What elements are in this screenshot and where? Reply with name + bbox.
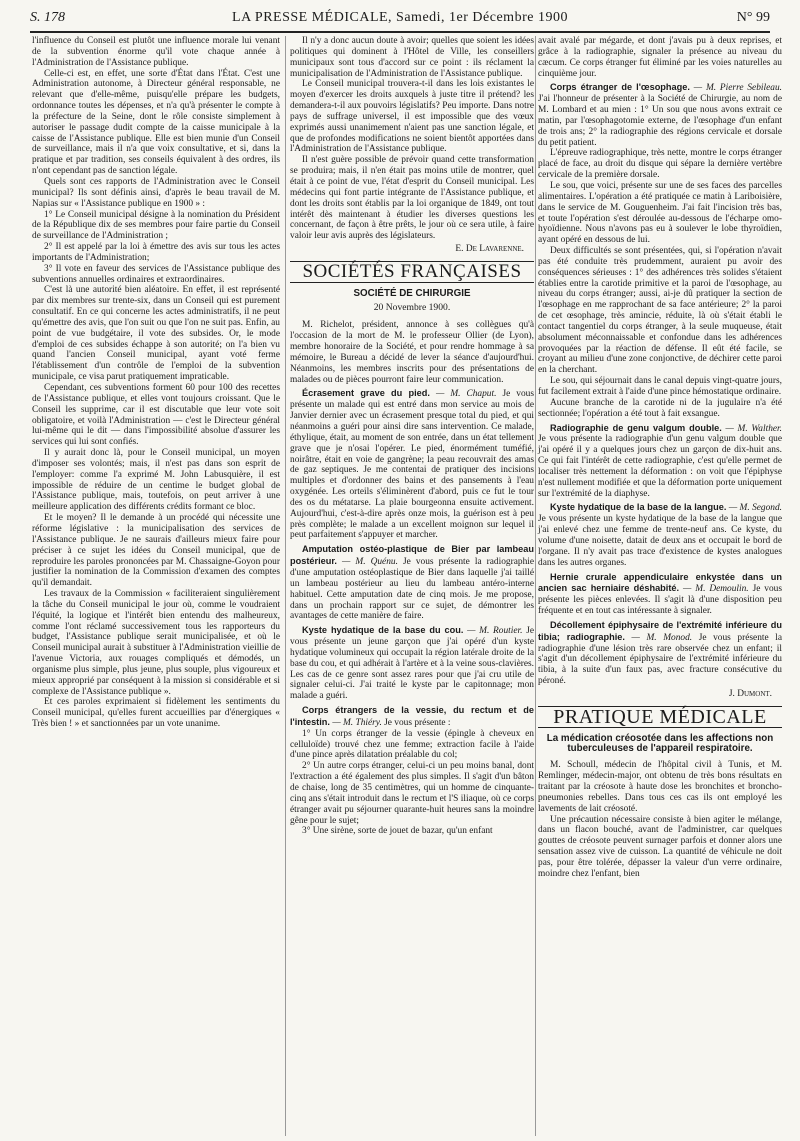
column-2 [290,36,534,837]
paragraph: Une précaution nécessaire consiste à bien agiter le mélange, dans un flacon bouché, avant de l'administrer, car quelques gouttes de créosote peuvent surnager parfois et donner alors une sensation assez vive de cuisson. La quantité de véhicule ne doit pas, pour être tolérée, dépasser la valeur d'un verre ordinaire, moindre chez l'enfant, bien [538,814,782,879]
column-divider [535,36,536,1136]
paragraph: C'est là une autorité bien aléatoire. En effet, il est représenté par dix membres sur trente-six, dans un Conseil qui est purement consultatif. En ce qui concerne les actes administratifs, il ne peut qu'émettre des avis, que l'on suit ou que l'on ne suit pas. Enfin, au point de vue budgétaire, il vote des subsides. Or, le mode d'emploi de ces subsides échappe à son autorité; on l'a bien vu quand l'ancien Conseil municipal, ayant voté ferme l'établissement d'un contrôle de l'emploi de la subvention municipale, ce visa parut pratiquement impraticable. [32,285,280,383]
enumeration [290,729,534,837]
paragraph: 2° Il est appelé par la loi à émettre des avis sur tous les actes importants de l'Administration; [32,242,280,263]
paragraph: Quels sont ces rapports de l'Administration avec le Conseil municipal? Ils sont définis ainsi, d'après le beau travail de M. Napias sur « l'Assistance publique en 1900 » : [32,176,280,209]
list-item: 3° Une sirène, sorte de jouet de bazar, qu'un enfant [302,826,493,837]
paragraph: 3° Il vote en faveur des services de l'Assistance publique des subventions annuelles ordinaires et extraordinaires. [32,263,280,285]
section-title: PRATIQUE MÉDICALE [538,706,782,728]
communication: Radiographie de genu valgum double. — M. Walther. Je vous présente la radiographie d'un genu valgum double que j'ai opéré il y a quelques jours chez un garçon de dix-huit ans. Ce qui fait l'intérêt de cette radiographie, c'est qu'elle permet de localiser très nettement la déformation : on voit que l'épiphyse n'est nullement modifiée et que la déformation porte uniquement sur l'extrémité de la diaphyse. [538,422,782,499]
communication: Kyste hydatique de la base du cou. — M. Routier. Je vous présente un jeune garçon que j'ai opéré d'un kyste hydatique volumineux qui occupait la région latérale droite de la base du cou, et qui adhérait à l'artère et à la veine sous-clavières. Les cas de ce genre sont assez rares pour que j'ai cru utile de signaler celui-ci. J'ai traité le kyste par le capitonnage; mon malade a guéri. [290,625,534,702]
paragraph: 1° Le Conseil municipal désigne à la nomination du Président de la République dix de ses membres pour faire partie du Conseil de surveillance de l'Administration ; [32,209,280,242]
journal-title: LA PRESSE MÉDICALE, Samedi, 1er Décembre 1900 [232,10,568,25]
article-subtitle: La médication créosotée dans les affections non tuberculeuses de l'appareil respiratoire. [546,732,774,755]
paragraph: Et le moyen? Il le demande à un procédé qui nécessite une réforme législative : la municipalisation des services de l'Assistance publique. Je ne saurais d'ailleurs mieux faire pour préciser à ce sujet les idées du Conseil municipal, que de reproduire les paroles prononcées par M. Chassaigne-Goyon pour justifier la nomination de la Commission d'examen des comptes qu'il demandait. [32,513,280,589]
paragraph: avait avalé par mégarde, et dont j'avais pu à deux reprises, et grâce à la radiographie, signaler la présence au niveau du cæcum. Ce corps étranger fut éliminé par les voies naturelles au cinquième jour. [538,36,782,79]
column-divider [285,36,286,1136]
page-header [30,8,770,30]
communication: Écrasement grave du pied. — M. Chaput. Je vous présente un malade qui est entré dans mon service au mois de Janvier dernier avec un écrasement presque total du pied, et qui néanmoins a guéri pour ainsi dire sans intervention. Ce malade, éthylique, était, au moment de son entrée, dans un état tellement grave que je n'osai l'opérer. Le pied, énormément tuméfié, noirâtre, était en voie de gangrène; la peau recouvrait des amas de gaz septiques. Je me contentai de pratiquer des incisions multiples et d'ordonner des bains et des pansements à l'eau oxygénée. Les orteils s'éliminèrent d'abord, puis ce fut le tour des os du métatarse. La plaie bourgeonna ensuite activement. Aujourd'hui, c'est-à-dire après onze mois, la guérison est à peu près complète; le malade a un excellent moignon sur lequel il peut parfaitement s'appuyer et marcher. [290,388,534,541]
header-rule [30,31,770,33]
paragraph: Il y aurait donc là, pour le Conseil municipal, un moyen d'imposer ses volontés; mais, il n'est pas dans son esprit de l'employer: comme l'a exprimé M. John Labusquière, il est impossible de réduire de un centime le budget global de l'Assistance publique, mais, toutefois, on peut arriver à une meilleure application des différents crédits formant ce bloc. [32,448,280,513]
section-title: SOCIÉTÉS FRANÇAISES [290,261,534,283]
paragraph: Aucune branche de la carotide ni de la jugulaire n'a été sectionnée; l'opération a été tout à fait exsangue. [538,397,782,419]
list-item: 1° Un corps étranger de la vessie (épingle à cheveux en celluloïde) trouvé chez une femme; extraction facile à l'aide d'une pince après dilatation préalable du col; [290,728,534,761]
issue-number: N° 99 [736,10,770,25]
author-signature: J. Dumont. [728,688,772,699]
communication: Corps étranger de l'œsophage. — M. Pierre Sebileau. J'ai l'honneur de présenter à la Société de Chirurgie, au nom de M. Lombard et au mien : 1° Un sou que nous avons extrait ce matin, par l'œsophagotomie externe, de l'œsophage d'un enfant de trois ans; 2° la radiographie des régions cervicale et dorsale du petit patient. [538,82,782,148]
communication: Hernie crurale appendiculaire enkystée dans un ancien sac herniaire déshabité. — M. Demoulin. Je vous présente les pièces enlevées. Il s'agit là d'une disposition peu fréquente et en tout cas intéressante à signaler. [538,571,783,617]
paragraph: Il n'y a donc aucun doute à avoir; quelles que soient les idées politiques qui dominent à l'Hôtel de Ville, les conseillers municipaux sont tous d'accord sur ce point : ils réclament la municipalisation de l'Administration de l'Assistance publique. [290,36,534,79]
paragraph: M. Schoull, médecin de l'hôpital civil à Tunis, et M. Remlinger, médecin-major, ont obtenu de très bons résultats en traitant par la créosote à haute dose les bronchites et broncho-pneumonies rebelles. Dans tous ces cas ils ont employé les lavements de lait créosoté. [538,760,782,814]
column-1 [32,36,280,730]
paragraph: Le Conseil municipal trouvera-t-il dans les lois existantes le moyen d'exercer les droits auxquels à juste titre il prétend? les demandera-t-il aux pouvoirs législatifs? Peu importe. Dans notre pays de suffrage universel, il est impossible que des vœux exprimés aussi unanimement n'aient pas une sanction légale, et que de profondes modifications ne soient bientôt apportées dans l'Administration de l'Assistance publique. [290,79,534,155]
communication: Décollement épiphysaire de l'extrémité inférieure du tibia; radiographie. — M. Monod. Je vous présente la radiographie d'une lésion très rare observée chez un enfant; il s'agit d'un décollement épiphysaire de l'extrémité inférieure du tibia, à la suite d'un faux pas, avec fracture consécutive du péroné. [538,619,783,687]
paragraph: Deux difficultés se sont présentées, qui, si l'opération n'avait pas été conduite très prudemment, auraient pu avoir des conséquences sérieuses : 1° des adhérences très solides s'étaient établies entre la carotide primitive et la paroi de l'œsophage, au niveau du corps étranger; aussi, ai-je dû pratiquer la section de l'œsophage en me rapprochant de sa face antérieure; 2° la paroi de cet œsophage, très amincie, réduite, là où s'était établi le contact tangentiel du corps étranger, à la seule muqueuse, était absolument méconnaissable et confondue dans les adhérences provoquées par la réaction de défense. Il eût été facile, se croyant au milieu d'une zone conjonctive, de déchirer cette paroi en la cherchant. [538,246,782,376]
paragraph: L'épreuve radiographique, très nette, montre le corps étranger placé de face, au droit du disque qui sépare la dernière vertèbre cervicale de la première dorsale. [538,148,782,181]
paragraph: M. Richelot, président, annonce à ses collègues qu'à l'occasion de la mort de M. le professeur Ollier (de Lyon), membre honoraire de la Société, et pour rendre hommage à sa mémoire, le Bureau a décidé de lever la séance d'aujourd'hui. Néanmoins, les membres inscrits pour des présentations de malades ou de pièces pourront faire leur communication. [290,320,534,385]
paragraph: Le sou, qui séjournait dans le canal depuis vingt-quatre jours, fut facilement extrait à l'aide d'une pince hémostatique ordinaire. [538,376,782,397]
paragraph: Celle-ci est, en effet, une sorte d'État dans l'État. C'est une Administration autonome, à Directeur général responsable, ne relevant que d'elle-même, puisqu'elle prépare les budgets, ordonnance toutes les dépenses, et n'a qu'à présenter le compte à la préfecture de la Seine, dont le rôle consiste simplement à autoriser le passage dudit compte de la caisse municipale à la caisse de l'Assistance publique. Elle est bien munie d'un Conseil de surveillance, mais il n'a que voix consultative, et si, dans la pratique et par tradition, ses conseils équivalent à des ordres, ils n'ont cependant pas de sanction légale. [32,68,280,177]
session-date: 20 Novembre 1900. [373,301,451,313]
paragraph: Et ces paroles exprimaient si fidèlement les sentiments du Conseil municipal, qu'elles furent accueillies par d'énergiques « Très bien ! » et sanctionnées par un vote unanime. [32,697,280,730]
author-signature: E. De Lavarenne. [455,244,524,255]
page-number: S. 178 [30,10,65,25]
communication: Kyste hydatique de la base de la langue. — M. Segond. Je vous présente un kyste hydatique de la base de la langue que j'ai enlevé chez une femme de trente-neuf ans. Ce kyste, du volume d'une noisette, datait de deux ans et occupait le bord de l'organe. Il n'y avait pas trace d'existence de kystes analogues dans les autres organes. [538,502,783,568]
column-3 [538,36,782,880]
communication: Corps étrangers de la vessie, du rectum et de l'intestin. — M. Thiéry. Je vous présente : [290,705,534,728]
communication: Amputation ostéo-plastique de Bier par lambeau postérieur. — M. Quénu. Je vous présente la radiographie d'une amputation ostéoplastique de Bier dans laquelle j'ai taillé un lambeau postérieur au lieu du lambeau antéro-interne habituel. Cette amputation date de cinq mois. Je me propose, dans un prochain rapport sur ce sujet, de démontrer les avantages de cette manière de faire. [290,544,535,622]
paragraph: l'influence du Conseil est plutôt une influence morale lui venant de la subvention énorme qu'il vote chaque année à l'Administration de l'Assistance publique. [32,36,280,68]
list-item: 2° Un autre corps étranger, celui-ci un peu moins banal, dont l'extraction a été également des plus simples. Il s'agit d'un bâton de chaise, long de 35 centimètres, qui un homme de cinquante-cinq ans s'était introduit dans le rectum et l'S iliaque, où ce corps étranger avait pu séjourner quarante-huit heures sans la moindre gêne pour le sujet; [290,761,534,826]
paragraph: Le sou, que voici, présente sur une de ses faces des parcelles alimentaires. L'opération a été pratiquée ce matin à Lariboisière, dans le service de M. Gouguenheim. J'ai fait l'incision très bas, et toute l'opération s'est déroulée au-dessous de l'écharpe omo-hyoïdienne. Nous n'avons pas eu à soulever le lobe thyroïdien, ayant opéré en dessous de lui. [538,180,782,246]
paragraph: Cependant, ces subventions forment 60 pour 100 des recettes de l'Assistance publique, et elles vont toujours croissant. Que le Conseil les supprime, car il est discutable que leur vote soit obligatoire, et voilà l'Administration — c'est le Directeur général lui-même qui le dit — dans l'impossibilité absolue d'assurer les services qui lui sont confiés. [32,383,280,448]
paragraph: Les travaux de la Commission « faciliteraient singulièrement la tâche du Conseil municipal le jour où, comme le voudraient l'équité, la logique et l'intérêt bien entendu des malheureux, comme l'ont réclamé successivement tous les rapporteurs du budget, l'Assistance publique serait municipalisée, et où le Conseil municipal aurait à substituer à l'Administration vieillie de l'avenue Victoria, aux rouages compliqués et démodés, un organisme plus simple, plus jeune, plus souple, plus vigoureux et mieux approprié par conséquent à la mission si considérable et si complexe de l'Assistance publique ». [32,589,280,697]
paragraph: Il n'est guère possible de prévoir quand cette transformation se produira; mais, il n'en était pas moins utile de montrer, quel était à ce point de vue, l'état d'esprit du Conseil municipal. Les médecins qui font partie intégrante de l'Assistance publique, et dont les droits sont établis par la loi organique de 1849, ont tout intérêt dès maintenant à étudier les diverses questions les concernant, de façon à être prêts, le jour où ce sera utile, à faire valoir leur avis auprès des législateurs. [290,155,534,242]
society-title: SOCIÉTÉ DE CHIRURGIE [353,287,471,299]
